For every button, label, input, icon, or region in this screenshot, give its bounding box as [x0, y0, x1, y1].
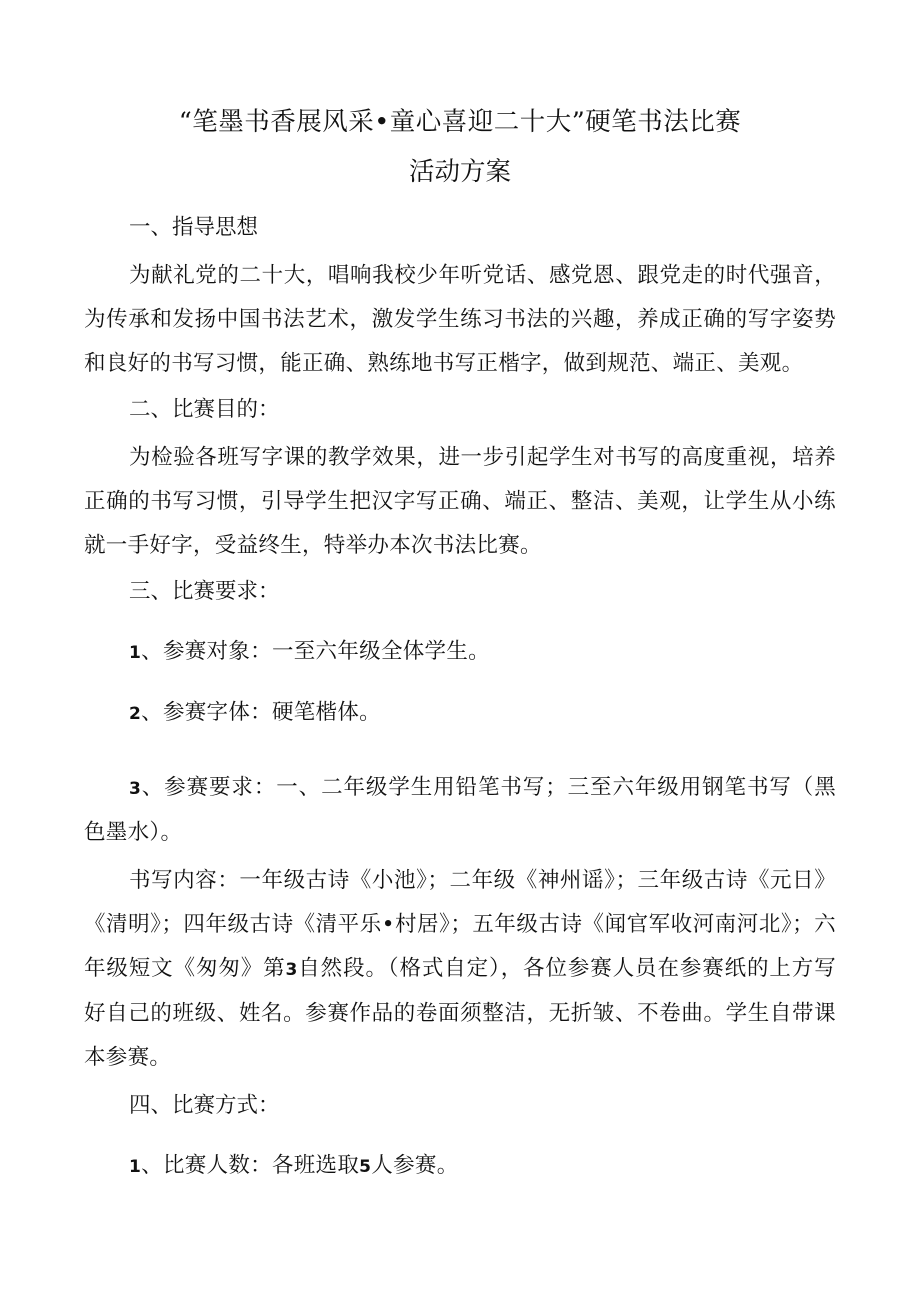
- item-number: 2: [129, 704, 142, 724]
- document-body: [84, 102, 836, 1189]
- document-subtitle: 活动方案: [408, 157, 511, 187]
- section-heading-purpose: 二、比赛目的：: [129, 397, 280, 422]
- section-heading-method: 四、比赛方式：: [129, 1093, 280, 1118]
- item-number: 1: [129, 1157, 142, 1177]
- section-body-purpose: 为检验各班写字课的教学效果，进一步引起学生对书写的高度重视，培养正确的书写习惯，引导学生把汉字写正确、端正、整洁、美观，让学生从小练就一手好字，受益终生，特举办本次书法比赛。: [84, 445, 836, 558]
- item-number: 1: [129, 643, 142, 663]
- requirement-item-participants: [84, 630, 836, 675]
- item-text: 、比赛人数：各班选取: [141, 1153, 360, 1178]
- section-heading-guiding-idea: 一、指导思想: [129, 215, 259, 240]
- content-text-start: 书写内容：一年级古诗《小池》；二年级《神州谣》；三年级古诗《元日》《清明》；四年级古诗《清平乐•村居》；五年级古诗《闻官军收河南河北》；六年级短文《匆匆》第: [84, 868, 836, 981]
- item-text: 、参赛字体：硬笔楷体。: [141, 700, 381, 725]
- section-body-guiding-idea: 为献礼党的二十大，唱响我校少年听党话、感党恩、跟党走的时代强音，为传承和发扬中国书法艺术，激发学生练习书法的兴趣，养成正确的写字姿势和良好的书写习惯，能正确、熟练地书写正楷字，做到规范、端正、美观。: [84, 263, 836, 376]
- item-text-end: 人参赛。: [371, 1153, 459, 1178]
- requirement-writing-content: [84, 859, 836, 1080]
- content-paragraph-number: 3: [285, 960, 298, 980]
- item-number: 3: [129, 779, 142, 799]
- document-title: “笔墨书香展风采•童心喜迎二十大”硬笔书法比赛: [178, 107, 742, 137]
- participant-count-number: 5: [359, 1157, 372, 1177]
- method-item-participant-count: [84, 1144, 836, 1189]
- item-text: 、参赛对象：一至六年级全体学生。: [141, 639, 490, 664]
- content-text-end: 自然段。（格式自定），各位参赛人员在参赛纸的上方写好自己的班级、姓名。参赛作品的卷面须整洁，无折皱、不卷曲。学生自带课本参赛。: [84, 956, 836, 1070]
- requirement-item-writing-tools: [84, 766, 836, 855]
- section-heading-requirements: 三、比赛要求：: [129, 579, 280, 604]
- item-text: 、参赛要求：一、二年级学生用铅笔书写；三至六年级用钢笔书写（黑色墨水）。: [84, 775, 836, 845]
- requirement-item-font: [84, 691, 836, 736]
